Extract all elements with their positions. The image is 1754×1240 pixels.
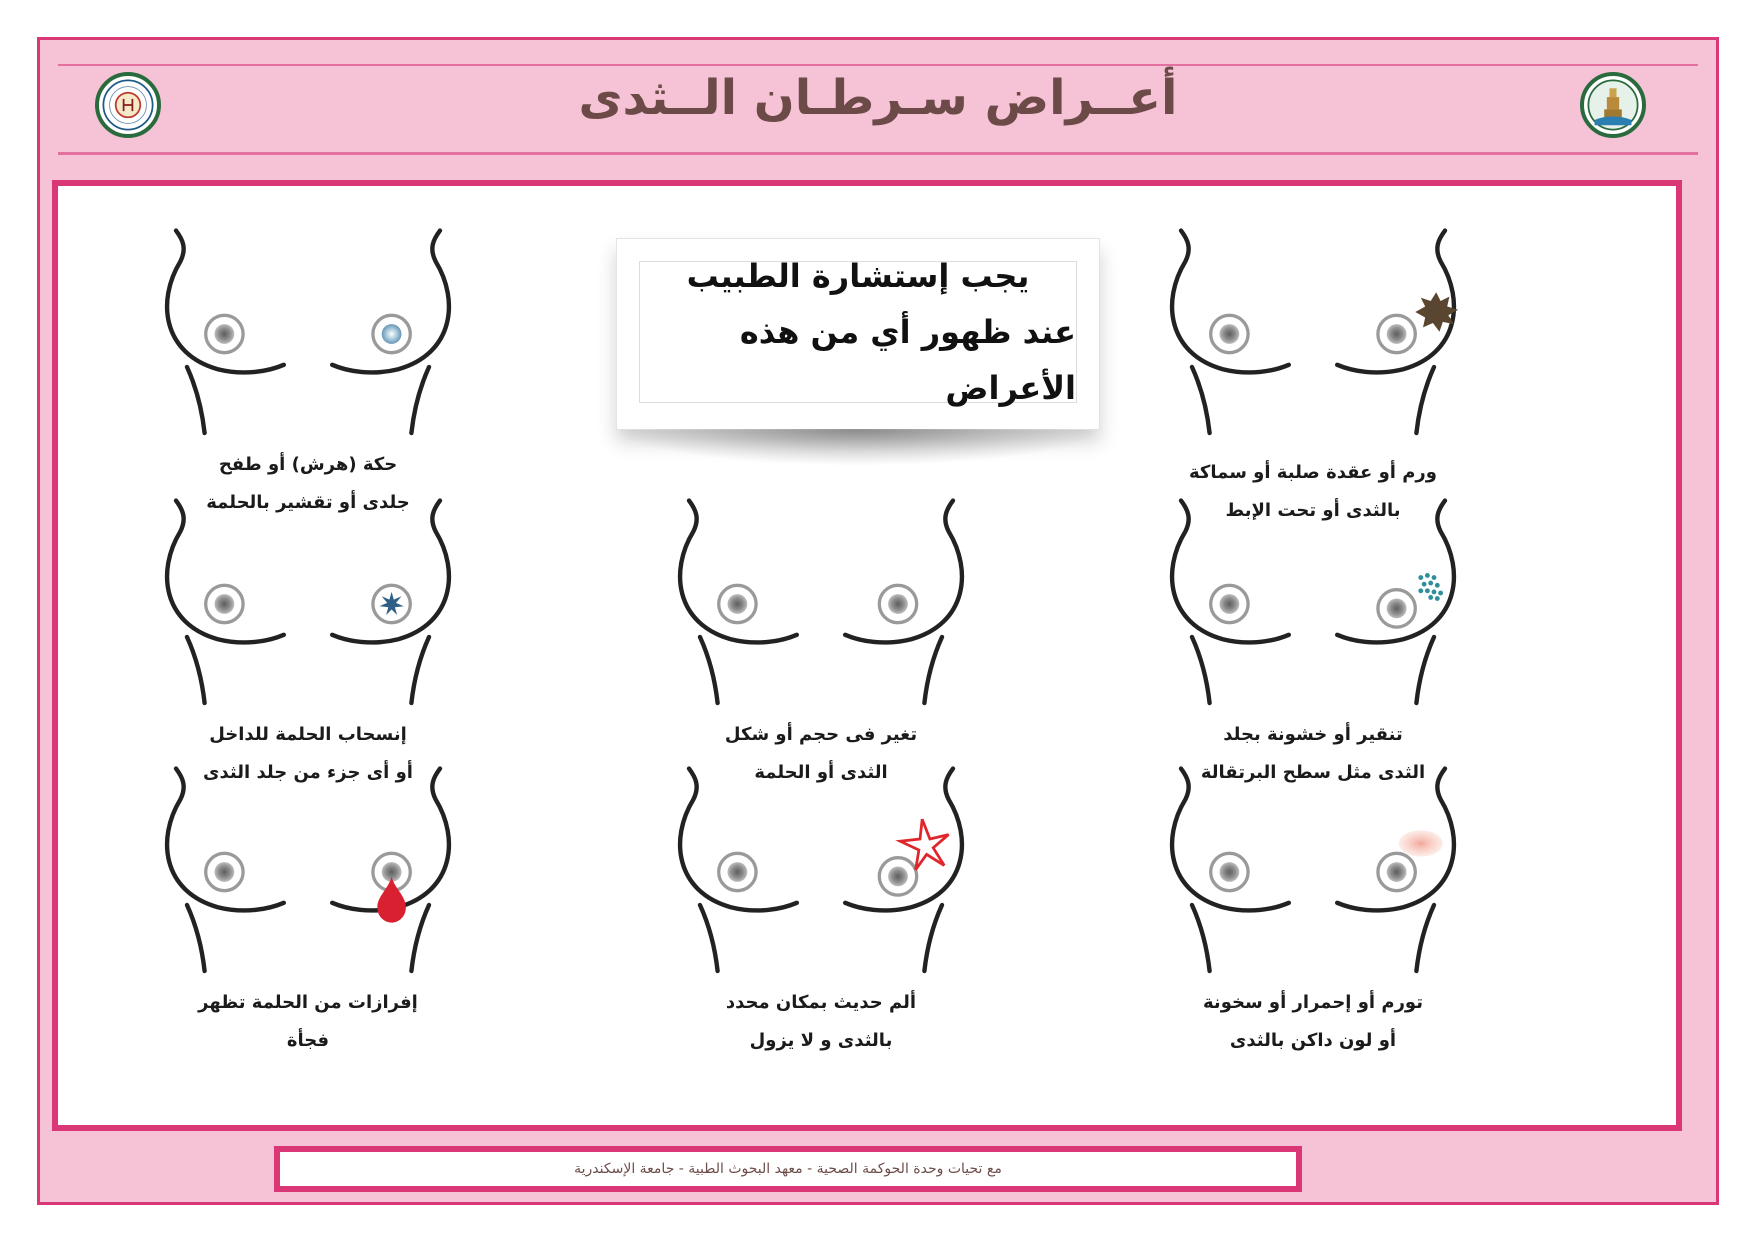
notice-line: عند ظهور أي من هذه الأعراض [739, 313, 1076, 407]
symptom-card [1148, 762, 1478, 1052]
skin-dimpling-icon [1418, 573, 1443, 601]
redness-patch-icon [1399, 830, 1443, 856]
symptom-card [1148, 494, 1478, 784]
symptom-caption [143, 984, 473, 1060]
irritated-nipple-icon [382, 324, 402, 344]
notice-box [616, 238, 1100, 430]
breast-illustration [1148, 762, 1478, 982]
symptom-caption-line: الثدى مثل سطح البرتقالة [1200, 762, 1426, 783]
header-divider-top [58, 64, 1698, 66]
symptom-caption-line: إنسحاب الحلمة للداخل [209, 724, 407, 745]
symptom-caption-line: بالثدى و لا يزول [749, 1030, 893, 1051]
symptoms-panel [52, 180, 1682, 1131]
breast-illustration [143, 762, 473, 982]
symptom-caption-line: تغير فى حجم أو شكل [724, 724, 918, 745]
symptom-caption-line: ورم أو عقدة صلبة أو سماكة [1189, 462, 1437, 483]
notice-shadow [620, 429, 1096, 465]
symptom-caption [1148, 984, 1478, 1060]
footer-banner [274, 1146, 1302, 1192]
symptom-caption-line: تورم أو إحمرار أو سخونة [1203, 992, 1423, 1013]
symptom-card [656, 762, 986, 1052]
symptom-caption-line: أو أى جزء من جلد الثدى [203, 762, 413, 783]
notice-frame [639, 257, 1077, 407]
poster [37, 37, 1719, 1205]
symptom-caption-line: جلدى أو تقشير بالحلمة [206, 492, 410, 513]
breast-illustration [656, 762, 986, 982]
symptom-card [656, 494, 986, 784]
header-divider-bottom [58, 152, 1698, 155]
symptom-caption-line: إفرازات من الحلمة تظهر [198, 992, 418, 1013]
footer-credit: مع تحيات وحدة الحوكمة الصحية - معهد البحوث الطبية - جامعة الإسكندرية [574, 1161, 1002, 1177]
breast-illustration [143, 224, 473, 444]
symptom-caption [656, 984, 986, 1060]
symptom-caption-line: حكة (هرش) أو طفح [218, 454, 398, 475]
symptom-caption-line: الثدى أو الحلمة [754, 762, 888, 783]
symptom-caption-line: تنقير أو خشونة بجلد [1223, 724, 1403, 745]
symptom-card [143, 224, 473, 514]
lighthouse-icon [1584, 76, 1642, 134]
breast-illustration [1148, 494, 1478, 714]
symptom-card [1148, 224, 1478, 521]
symptom-card [143, 762, 473, 1052]
symptom-caption-line: أو لون داكن بالثدى [1229, 1030, 1397, 1051]
breast-illustration [656, 494, 986, 714]
symptom-caption-line: ألم حديث بمكان محدد [725, 992, 917, 1013]
breast-illustration [1148, 224, 1478, 444]
breast-illustration [143, 494, 473, 714]
page-title: أعــراض سـرطـان الــثدى [578, 70, 1178, 126]
symptom-caption-line: فجأة [286, 1030, 330, 1051]
notice-line: يجب إستشارة الطبيب [686, 257, 1030, 295]
symptom-caption-line: بالثدى أو تحت الإبط [1225, 500, 1401, 521]
symptom-card [143, 494, 473, 784]
university-logo [1580, 72, 1646, 138]
